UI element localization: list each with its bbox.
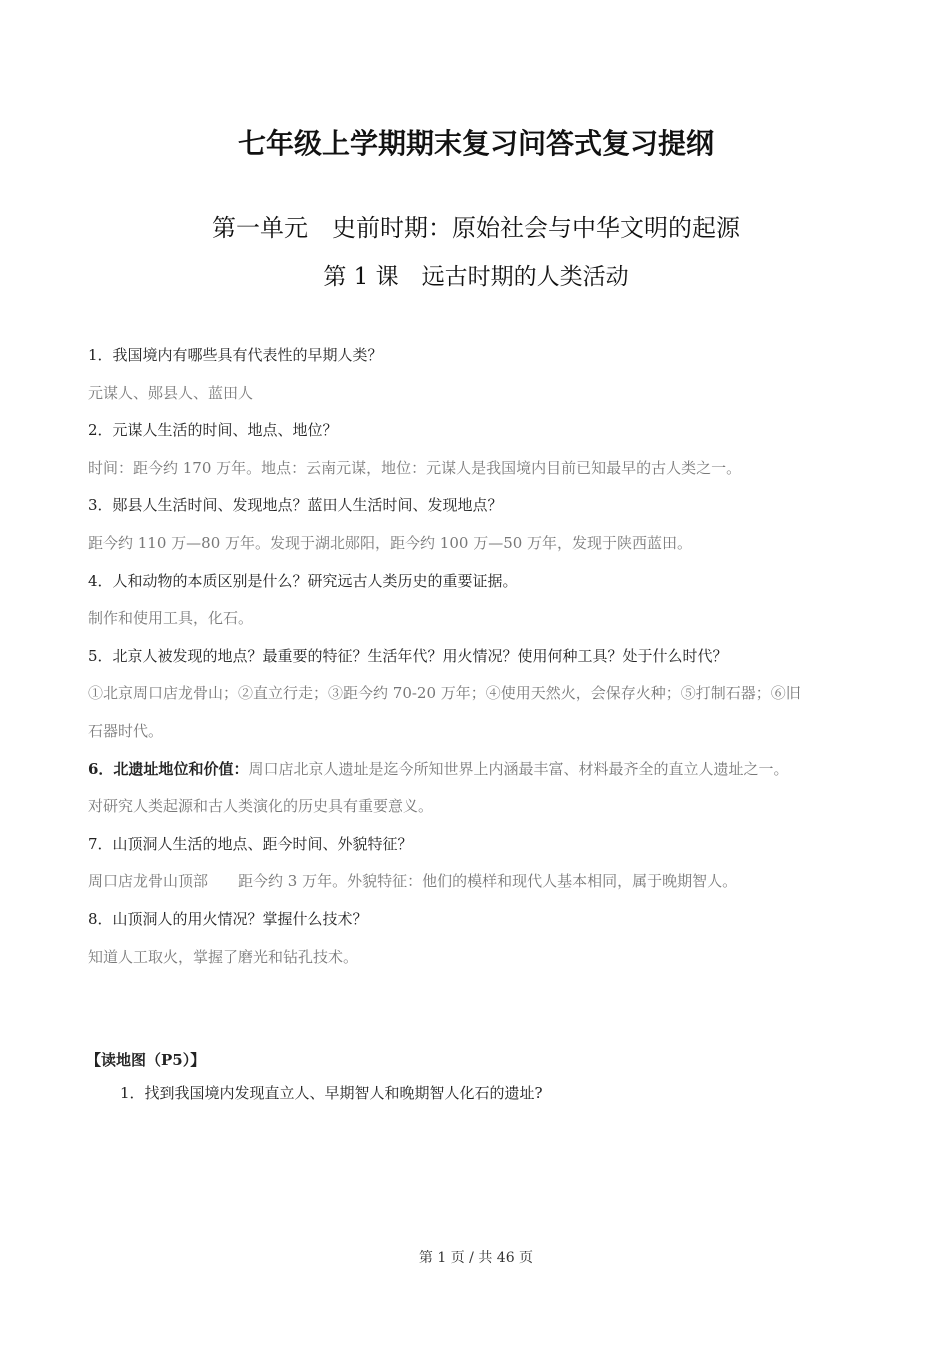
lesson-heading: 第 1 课 远古时期的人类活动 bbox=[323, 264, 629, 290]
answer: 距今约 110 万—80 万年。发现于湖北郧阳，距今约 100 万—50 万年，发现于陕西蓝田。 bbox=[88, 533, 693, 552]
answer: 周口店龙骨山顶部 距今约 3 万年。外貌特征：他们的模样和现代人基本相同，属于晚期智人。 bbox=[88, 872, 738, 891]
answer: 知道人工取火，掌握了磨光和钻孔技术。 bbox=[88, 947, 359, 966]
answer: 石器时代。 bbox=[88, 721, 164, 740]
map-reading-item: 1．找到我国境内发现直立人、早期智人和晚期智人化石的遗址? bbox=[120, 1084, 543, 1102]
answer: 制作和使用工具，化石。 bbox=[88, 609, 254, 628]
answer: 对研究人类起源和古人类演化的历史具有重要意义。 bbox=[88, 797, 434, 816]
question: 8．山顶洞人的用火情况？掌握什么技术？ bbox=[88, 909, 368, 928]
question-6 bbox=[88, 757, 878, 795]
question: 4．人和动物的本质区别是什么？研究远古人类历史的重要证据。 bbox=[88, 571, 518, 590]
question: 7．山顶洞人生活的地点、距今时间、外貌特征？ bbox=[88, 834, 413, 853]
question-6-label: 6．北遗址地位和价值： bbox=[88, 759, 249, 778]
unit-heading: 第一单元 史前时期：原始社会与中华文明的起源 bbox=[212, 214, 740, 242]
answer: ①北京周口店龙骨山；②直立行走；③距今约 70-20 万年；④使用天然火，会保存火种；⑤打制石器；⑥旧 bbox=[88, 684, 801, 703]
question: 2．元谋人生活的时间、地点、地位？ bbox=[88, 421, 338, 440]
qa-body bbox=[88, 343, 878, 982]
question-6-text: 周口店北京人遗址是迄今所知世界上内涵最丰富、材料最齐全的直立人遗址之一。 bbox=[248, 759, 789, 778]
answer: 时间：距今约 170 万年。地点：云南元谋，地位：元谋人是我国境内目前已知最早的古人类之一。 bbox=[88, 458, 742, 477]
question: 3．郧县人生活时间、发现地点？蓝田人生活时间、发现地点？ bbox=[88, 496, 503, 515]
answer: 元谋人、郧县人、蓝田人 bbox=[88, 383, 254, 402]
document-title: 七年级上学期期末复习问答式复习提纲 bbox=[237, 127, 714, 160]
question: 1．我国境内有哪些具有代表性的早期人类？ bbox=[88, 346, 383, 364]
question: 5．北京人被发现的地点？最重要的特征？生活年代？用火情况？使用何种工具？处于什么时代？ bbox=[88, 646, 728, 665]
map-reading-heading: 【读地图（P5）】 bbox=[86, 1051, 206, 1069]
page-footer: 第 1 页 / 共 46 页 bbox=[418, 1250, 534, 1266]
